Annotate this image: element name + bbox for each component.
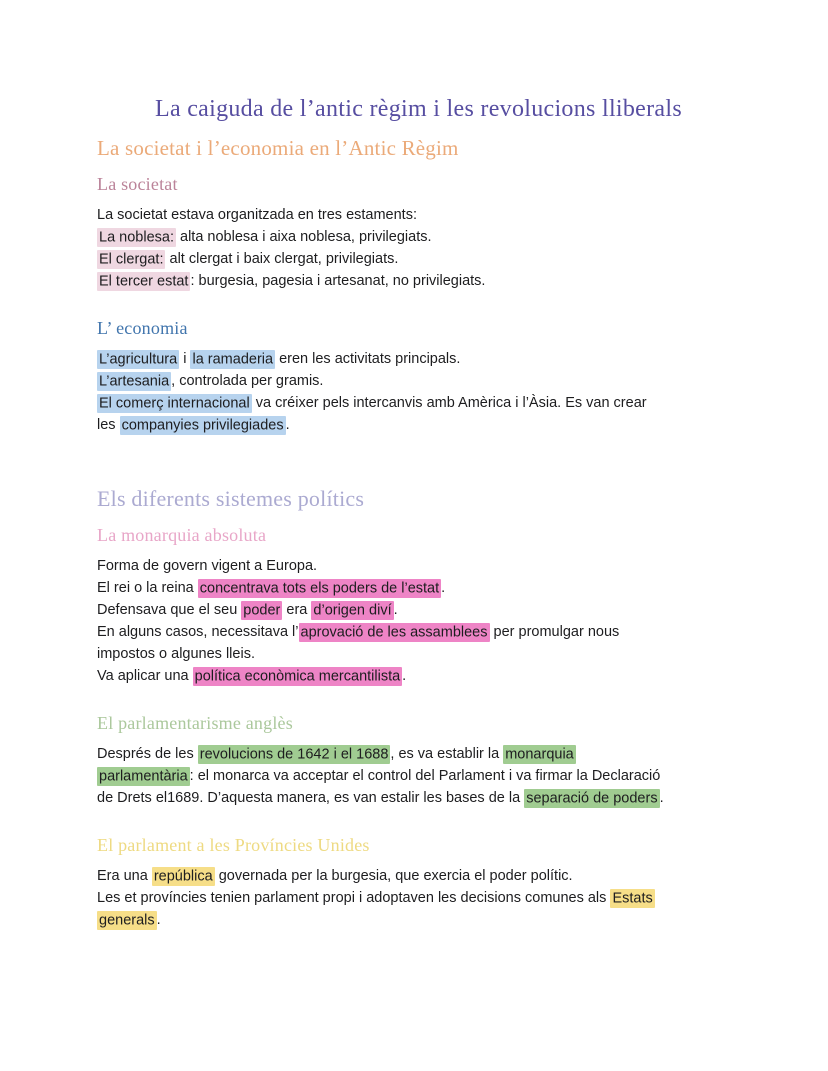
text-segment: Era una bbox=[97, 868, 152, 884]
text-line bbox=[97, 577, 740, 599]
paragraph bbox=[97, 865, 740, 931]
text-segment: Va aplicar una bbox=[97, 668, 193, 684]
text-segment: Defensava que el seu bbox=[97, 602, 242, 618]
highlighted-text: la ramaderia bbox=[192, 351, 274, 367]
highlighted-text: revolucions de 1642 i el 1688 bbox=[199, 746, 389, 762]
text-line bbox=[97, 787, 740, 809]
text-segment: alta noblesa i aixa noblesa, privilegiats. bbox=[175, 229, 432, 245]
highlighted-text: concentrava tots els poders de l’estat bbox=[199, 580, 440, 596]
text-segment: . bbox=[659, 790, 664, 806]
text-line bbox=[97, 743, 740, 765]
text-line bbox=[97, 887, 740, 909]
highlighted-text: generals bbox=[99, 912, 155, 928]
text-line bbox=[97, 621, 740, 643]
section-heading: Els diferents sistemes polítics bbox=[97, 486, 365, 511]
text-line bbox=[97, 414, 740, 436]
paragraph bbox=[97, 348, 740, 436]
highlighted-text: monarquia bbox=[505, 746, 574, 762]
sub-heading: El parlamentarisme anglès bbox=[97, 713, 293, 733]
text-line bbox=[97, 665, 740, 687]
highlighted-text: separació de poders bbox=[526, 790, 658, 806]
text-line bbox=[97, 909, 740, 931]
highlighted-text: El comerç internacional bbox=[99, 395, 250, 411]
highlighted-text: república bbox=[153, 868, 213, 884]
text-segment: per promulgar nous bbox=[489, 624, 620, 640]
sub-heading: La monarquia absoluta bbox=[97, 525, 267, 545]
highlighted-text: La noblesa: bbox=[99, 229, 174, 245]
paragraph bbox=[97, 743, 740, 809]
text-segment: de Drets el1689. D’aquesta manera, es van estalir les bases de la bbox=[97, 790, 525, 806]
text-segment: alt clergat i baix clergat, privilegiats. bbox=[165, 251, 399, 267]
text-segment: era bbox=[282, 602, 312, 618]
highlighted-text: aprovació de les assamblees bbox=[300, 624, 488, 640]
paragraph bbox=[97, 204, 740, 292]
highlighted-text: El tercer estat bbox=[99, 273, 189, 289]
text-segment: . bbox=[441, 580, 446, 596]
highlighted-text: parlamentària bbox=[99, 768, 188, 784]
highlighted-text: Estats bbox=[612, 890, 653, 906]
text-line bbox=[97, 765, 740, 787]
section-heading: La societat i l’economia en l’Antic Règim bbox=[97, 136, 459, 160]
text-line bbox=[97, 392, 740, 414]
text-segment: : burgesia, pagesia i artesanat, no privilegiats. bbox=[190, 273, 486, 289]
paragraph bbox=[97, 555, 740, 687]
text-segment: , controlada per gramis. bbox=[171, 373, 324, 389]
text-line bbox=[97, 865, 740, 887]
text-segment: impostos o algunes lleis. bbox=[97, 646, 255, 662]
text-segment: Forma de govern vigent a Europa. bbox=[97, 558, 318, 574]
text-segment: . bbox=[285, 417, 290, 433]
highlighted-text: poder bbox=[243, 602, 281, 618]
highlighted-text: companyies privilegiades bbox=[121, 417, 284, 433]
text-segment: . bbox=[402, 668, 407, 684]
text-segment: , es va establir la bbox=[390, 746, 504, 762]
highlighted-text: El clergat: bbox=[99, 251, 164, 267]
highlighted-text: L’artesania bbox=[99, 373, 170, 389]
text-segment: va créixer pels intercanvis amb Amèrica i l’Àsia. Es van crear bbox=[251, 395, 647, 411]
text-line bbox=[97, 599, 740, 621]
text-segment: . bbox=[156, 912, 161, 928]
highlighted-text: L’agricultura bbox=[99, 351, 178, 367]
highlighted-text: política econòmica mercantilista bbox=[194, 668, 401, 684]
text-segment: Les et províncies tenien parlament propi i adoptaven les decisions comunes als bbox=[97, 890, 611, 906]
text-line bbox=[97, 370, 740, 392]
sub-heading: La societat bbox=[97, 174, 178, 194]
text-segment: La societat estava organitzada en tres estaments: bbox=[97, 207, 417, 223]
text-line bbox=[97, 226, 740, 248]
text-line bbox=[97, 204, 740, 226]
text-segment: . bbox=[393, 602, 398, 618]
sub-heading: El parlament a les Províncies Unides bbox=[97, 835, 370, 855]
sub-heading: L’ economia bbox=[97, 318, 188, 338]
text-segment: i bbox=[179, 351, 191, 367]
text-segment: En alguns casos, necessitava l’ bbox=[97, 624, 299, 640]
text-segment: eren les activitats principals. bbox=[275, 351, 461, 367]
text-segment: El rei o la reina bbox=[97, 580, 198, 596]
main-title: La caiguda de l’antic règim i les revolucions lliberals bbox=[155, 96, 682, 122]
text-line bbox=[97, 555, 740, 577]
text-line bbox=[97, 248, 740, 270]
text-line bbox=[97, 643, 740, 665]
text-segment: les bbox=[97, 417, 120, 433]
text-segment: governada per la burgesia, que exercia el poder polític. bbox=[214, 868, 573, 884]
text-line bbox=[97, 348, 740, 370]
text-line bbox=[97, 270, 740, 292]
text-segment: : el monarca va acceptar el control del Parlament i va firmar la Declaració bbox=[189, 768, 661, 784]
highlighted-text: d’origen diví bbox=[313, 602, 392, 618]
text-segment: Després de les bbox=[97, 746, 198, 762]
